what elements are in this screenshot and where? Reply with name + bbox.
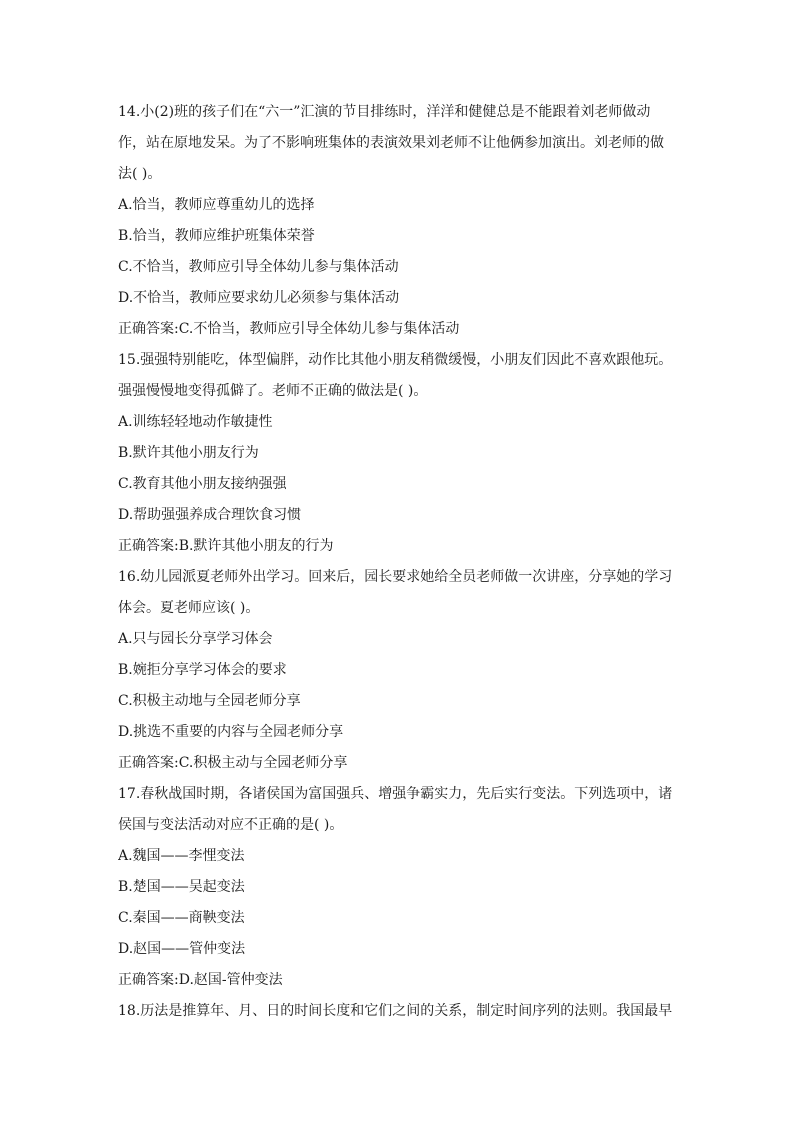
option-a: A.只与园长分享学习体会	[118, 631, 273, 647]
question-14	[118, 97, 680, 345]
option-b: B.默许其他小朋友行为	[118, 445, 259, 461]
option-b: B.婉拒分享学习体会的要求	[118, 662, 287, 678]
question-stem-line: 17.春秋战国时期，各诸侯国为富国强兵、增强争霸实力，先后实行变法。下列选项中，诸	[118, 786, 673, 802]
question-stem-line: 侯国与变法活动对应不正确的是( )。	[118, 817, 344, 833]
option-c: C.积极主动地与全园老师分享	[118, 693, 301, 709]
question-list	[118, 97, 680, 1027]
option-d: D.赵国——管仲变法	[118, 941, 246, 957]
option-a: A.魏国——李悝变法	[118, 848, 245, 864]
option-d: D.帮助强强养成合理饮食习惯	[118, 507, 302, 523]
question-stem-line: 法( )。	[118, 166, 162, 182]
question-stem-line: 16.幼儿园派夏老师外出学习。回来后，园长要求她给全员老师做一次讲座，分享她的学习	[118, 569, 673, 585]
option-d: D.挑选不重要的内容与全园老师分享	[118, 724, 344, 740]
option-b: B.楚国——吴起变法	[118, 879, 245, 895]
correct-answer: 正确答案:D.赵国-管仲变法	[118, 972, 283, 988]
question-stem-line: 18.历法是推算年、月、日的时间长度和它们之间的关系，制定时间序列的法则。我国最早	[118, 1003, 673, 1019]
correct-answer: 正确答案:B.默许其他小朋友的行为	[118, 538, 334, 554]
option-a: A.训练轻轻地动作敏捷性	[118, 414, 273, 430]
question-17	[118, 779, 680, 996]
option-a: A.恰当，教师应尊重幼儿的选择	[118, 197, 315, 213]
option-b: B.恰当，教师应维护班集体荣誉	[118, 228, 315, 244]
question-stem-line: 体会。夏老师应该( )。	[118, 600, 260, 616]
option-c: C.不恰当，教师应引导全体幼儿参与集体活动	[118, 259, 399, 275]
question-stem-line: 15.强强特别能吃，体型偏胖，动作比其他小朋友稍微缓慢，小朋友们因此不喜欢跟他玩。	[118, 352, 673, 368]
correct-answer: 正确答案:C.不恰当，教师应引导全体幼儿参与集体活动	[118, 321, 460, 337]
correct-answer: 正确答案:C.积极主动与全园老师分享	[118, 755, 348, 771]
question-stem-line: 作，站在原地发呆。为了不影响班集体的表演效果刘老师不让他俩参加演出。刘老师的做	[118, 135, 664, 151]
question-18	[118, 996, 680, 1027]
question-stem-line: 14.小(2)班的孩子们在“六一”汇演的节目排练时，洋洋和健健总是不能跟着刘老师做动	[118, 104, 651, 120]
question-16	[118, 562, 680, 779]
option-c: C.秦国——商鞅变法	[118, 910, 245, 926]
option-c: C.教育其他小朋友接纳强强	[118, 476, 287, 492]
option-d: D.不恰当，教师应要求幼儿必须参与集体活动	[118, 290, 400, 306]
question-stem-line: 强强慢慢地变得孤僻了。老师不正确的做法是( )。	[118, 383, 428, 399]
question-15	[118, 345, 680, 562]
